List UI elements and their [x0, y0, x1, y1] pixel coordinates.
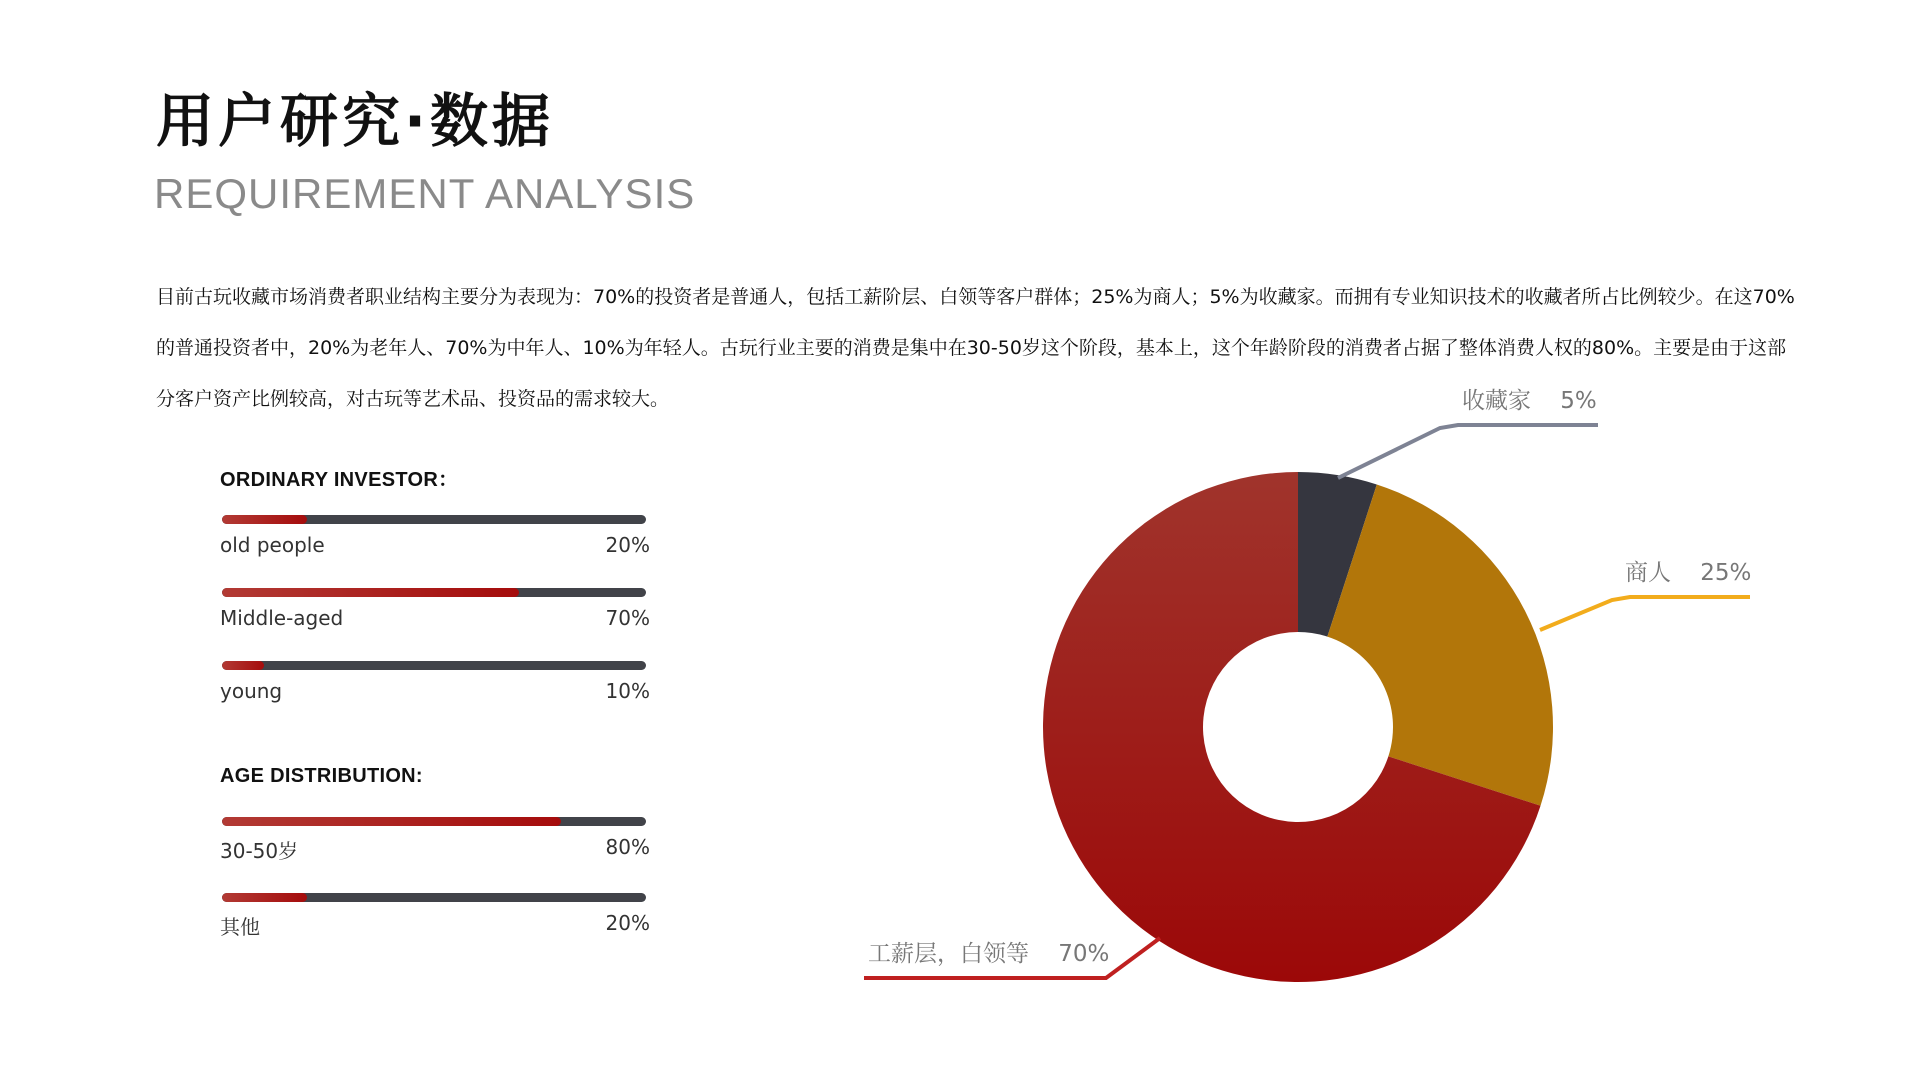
callout-line [1338, 425, 1598, 478]
slice-label: 收藏家 5% [1462, 388, 1597, 414]
bar-label: old people [220, 533, 325, 557]
bar-label: 30-50岁 [220, 839, 299, 863]
bar-value: 20% [605, 911, 650, 935]
bar-value: 10% [605, 679, 650, 703]
callout-line [1540, 597, 1750, 630]
investor-heading: ORDINARY INVESTOR： [220, 469, 459, 491]
bar-value: 20% [605, 533, 650, 557]
slice-label: 工薪层，白领等 70% [868, 941, 1110, 967]
bar-value: 70% [605, 606, 650, 630]
bar-label: Middle-aged [220, 606, 344, 630]
bar-label: 其他 [220, 915, 260, 939]
age-heading: AGE DISTRIBUTION: [220, 765, 423, 787]
bar-value: 80% [605, 835, 650, 859]
donut-slice-merchant [1327, 484, 1553, 805]
page-subtitle: REQUIREMENT ANALYSIS [154, 170, 696, 217]
intro-paragraph: 目前古玩收藏市场消费者职业结构主要分为表现为：70%的投资者是普通人，包括工薪阶层、白领等客户群体；25%为商人；5%为收藏家。而拥有专业知识技术的收藏者所占比例较少。在这70%的普通投资者中，20%为老年人、70%为中年人、10%为年轻人。古玩行业主要的消费是集中在30-50岁这个阶段，基本上，这个年龄阶段的消费者占据了整体消费人权的80%。主要是由于这部分客户资产比例较高，对古玩等艺术品、投资品的需求较大。 [156, 286, 1795, 410]
slice-label: 商人 25% [1625, 560, 1752, 586]
page-title: 用户研究·数据 [156, 87, 555, 155]
bar-label: young [220, 679, 283, 703]
